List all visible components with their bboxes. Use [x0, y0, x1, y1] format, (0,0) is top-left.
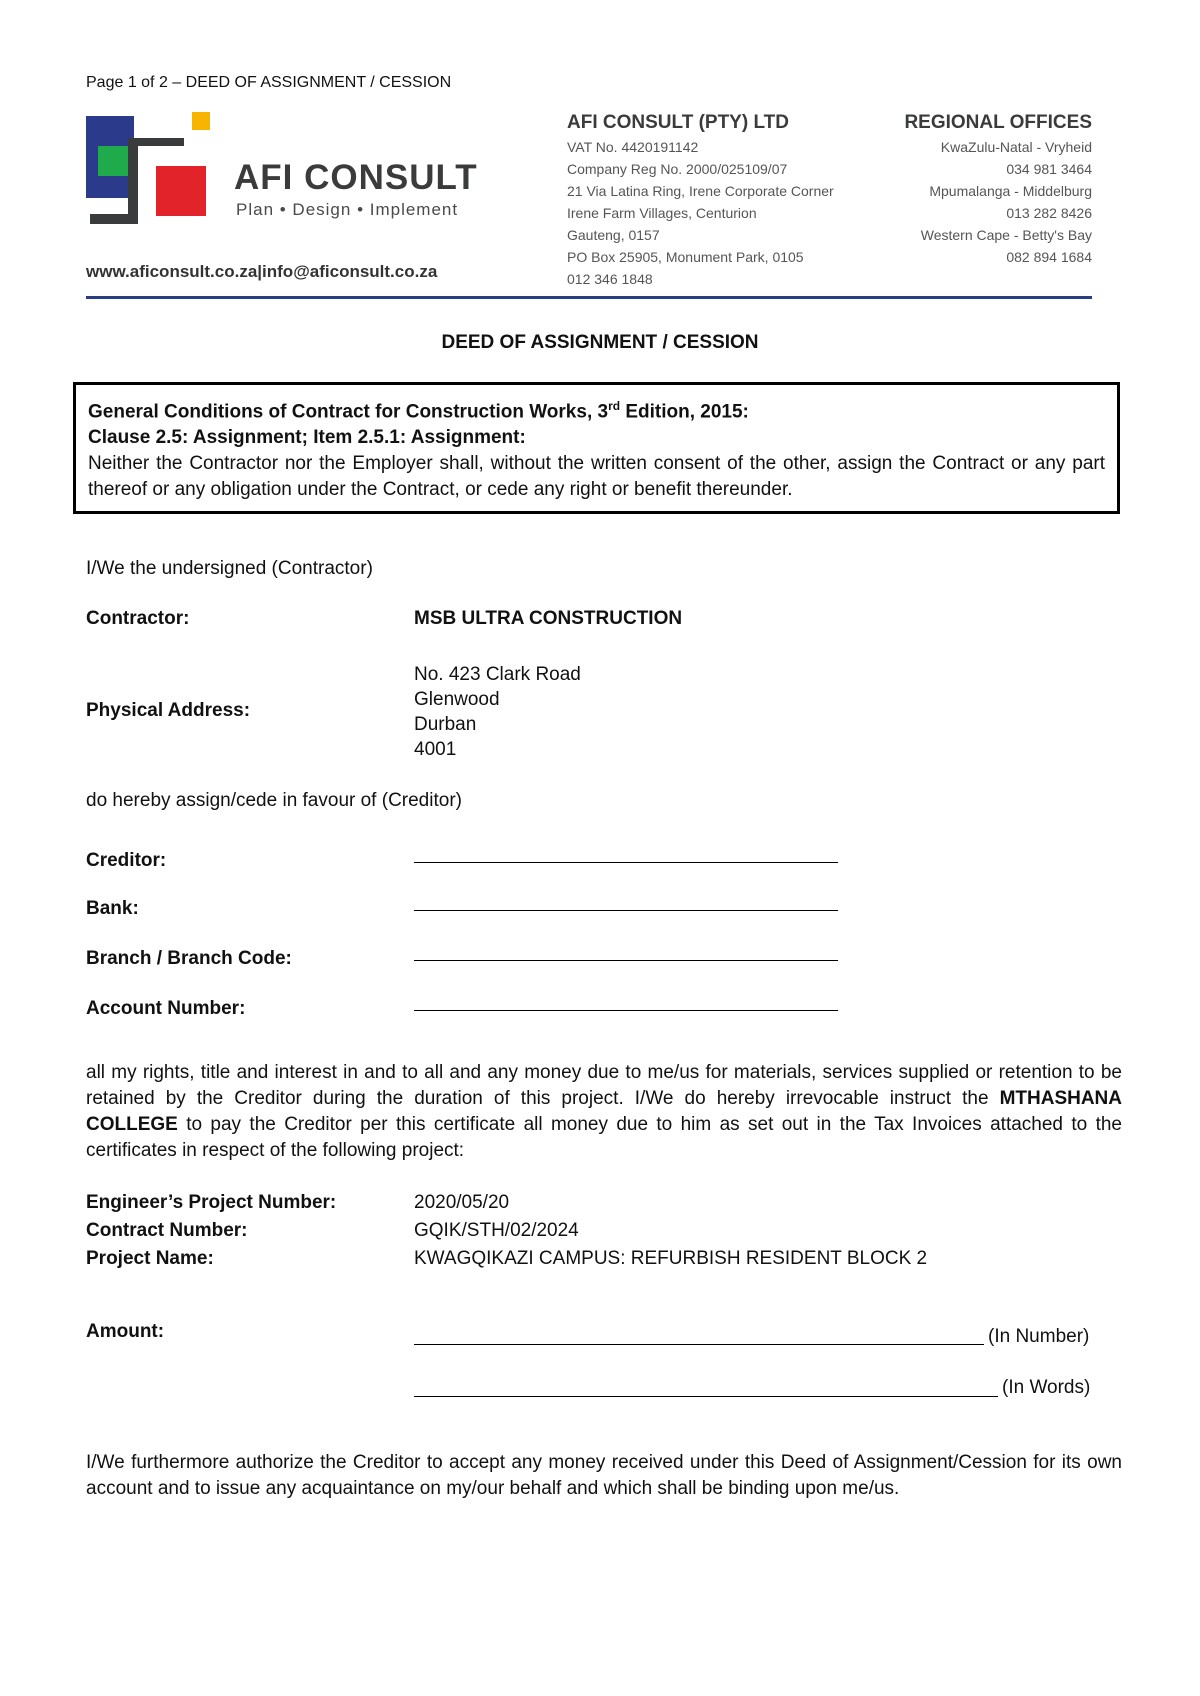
company-line: PO Box 25905, Monument Park, 0105 [567, 249, 804, 265]
document-title: DEED OF ASSIGNMENT / CESSION [441, 332, 759, 353]
regional-title: REGIONAL OFFICES [904, 112, 1092, 133]
header-divider [86, 296, 1092, 299]
project-name-value: KWAGQIKAZI CAMPUS: REFURBISH RESIDENT BLOCK 2 [414, 1248, 928, 1269]
branch-label: Branch / Branch Code: [86, 948, 292, 969]
account-number-label: Account Number: [86, 998, 246, 1019]
account-number-blank-line[interactable] [414, 1010, 838, 1011]
address-line: Glenwood [414, 689, 500, 710]
regional-line: 082 894 1684 [1006, 249, 1092, 265]
address-line: 4001 [414, 739, 457, 760]
contractor-label: Contractor: [86, 608, 190, 629]
company-line: Gauteng, 0157 [567, 227, 660, 243]
conditions-clause: Clause 2.5: Assignment; Item 2.5.1: Assignment: [88, 427, 526, 449]
creditor-label: Creditor: [86, 850, 167, 871]
web-email-links[interactable]: www.aficonsult.co.za|info@aficonsult.co.za [86, 262, 438, 281]
conditions-box [73, 382, 1120, 514]
logo-green-block [98, 146, 128, 176]
regional-offices [870, 112, 1092, 268]
afi-consult-logo [86, 112, 216, 232]
page-header: Page 1 of 2 – DEED OF ASSIGNMENT / CESSION [86, 74, 452, 91]
bank-blank-line[interactable] [414, 910, 838, 911]
logo-red-block [156, 166, 206, 216]
employer-name: MTHASHANA COLLEGE [86, 1088, 1122, 1135]
regional-line: Western Cape - Betty's Bay [920, 227, 1092, 243]
company-line: Irene Farm Villages, Centurion [567, 205, 757, 221]
company-line: Company Reg No. 2000/025109/07 [567, 161, 788, 177]
conditions-heading: General Conditions of Contract for Construction Works, 3rd Edition, 2015: [88, 399, 749, 423]
amount-label: Amount: [86, 1321, 165, 1342]
contract-number-label: Contract Number: [86, 1220, 248, 1241]
amount-in-words-label: (In Words) [1002, 1377, 1091, 1398]
company-line: VAT No. 4420191142 [567, 139, 699, 155]
branch-blank-line[interactable] [414, 960, 838, 961]
regional-line: KwaZulu-Natal - Vryheid [940, 139, 1092, 155]
closing-paragraph: I/We furthermore authorize the Creditor to accept any money received under this Deed of Assignment/Cession for its own account and to issue any acquaintance on my/our behalf and which shall be binding upon me/us. [86, 1452, 1122, 1499]
address-line: No. 423 Clark Road [414, 664, 581, 685]
company-line: 012 346 1848 [567, 271, 653, 287]
contractor-value: MSB ULTRA CONSTRUCTION [414, 608, 683, 629]
creditor-blank-line[interactable] [414, 862, 838, 863]
regional-line: Mpumalanga - Middelburg [929, 183, 1092, 199]
contract-number-value: GQIK/STH/02/2024 [414, 1220, 579, 1241]
company-name: AFI CONSULT (PTY) LTD [567, 112, 789, 133]
bank-label: Bank: [86, 898, 139, 919]
address-line: Durban [414, 714, 477, 735]
company-line: 21 Via Latina Ring, Irene Corporate Corner [567, 183, 834, 199]
intro-text: I/We the undersigned (Contractor) [86, 558, 373, 579]
rights-paragraph: all my rights, title and interest in and to all and any money due to me/us for materials, services supplied or retention to be retained by the Creditor during the duration of this project. I/We do hereby irrevocable instruct the MTHASHANA COLLEGE to pay the Creditor per this certificate all money due to him as set out in the Tax Invoices attached to the certificates in respect of the following project: [86, 1062, 1122, 1161]
brand-tagline: Plan • Design • Implement [236, 200, 459, 219]
project-name-label: Project Name: [86, 1248, 214, 1269]
project-number-label: Engineer’s Project Number: [86, 1192, 337, 1213]
regional-line: 034 981 3464 [1006, 161, 1092, 177]
amount-number-blank-line[interactable] [414, 1344, 984, 1345]
conditions-body: Neither the Contractor nor the Employer shall, without the written consent of the other, assign the Contract or any part thereof or any obligation under the Contract, or cede any right or benefit thereunder. [88, 453, 1105, 501]
regional-line: 013 282 8426 [1006, 205, 1092, 221]
brand-name: AFI CONSULT [234, 158, 478, 197]
company-details [567, 112, 867, 290]
project-number-value: 2020/05/20 [414, 1192, 510, 1213]
address-label: Physical Address: [86, 700, 251, 721]
logo-yellow-block [192, 112, 210, 130]
amount-in-number-label: (In Number) [988, 1326, 1090, 1347]
address-value [414, 662, 581, 762]
assign-text: do hereby assign/cede in favour of (Creditor) [86, 790, 462, 811]
amount-words-blank-line[interactable] [414, 1396, 998, 1397]
